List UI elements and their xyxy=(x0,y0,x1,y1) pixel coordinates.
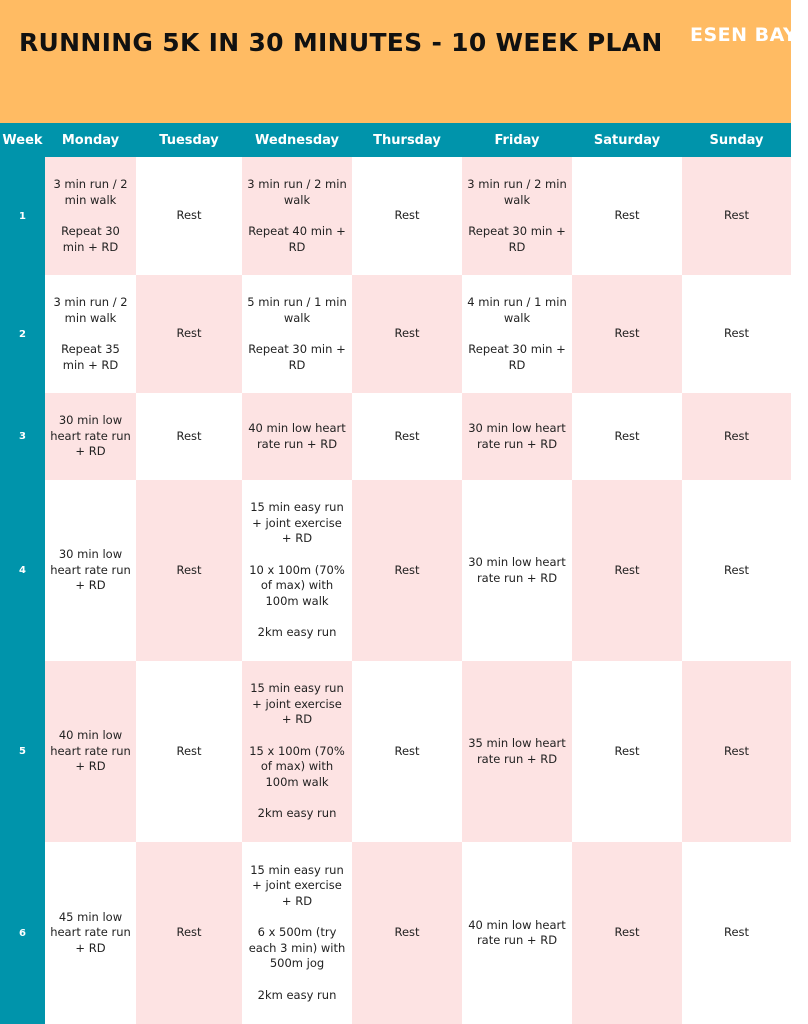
plan-cell-saturday xyxy=(572,480,682,661)
workout-text: Repeat 30 min + RD xyxy=(248,342,346,372)
workout-text: Rest xyxy=(394,208,420,223)
training-plan-table xyxy=(0,123,791,1024)
workout-text: Rest xyxy=(614,428,640,443)
workout-text: 15 min easy run + joint exercise + RD xyxy=(250,862,344,908)
workout-text: Rest xyxy=(723,925,750,940)
workout-text: Rest xyxy=(723,743,750,758)
week-number: 6 xyxy=(0,842,45,1024)
column-header-sunday: Sunday xyxy=(682,123,791,157)
plan-cell-thursday xyxy=(352,393,462,480)
plan-cell-wednesday xyxy=(242,393,352,480)
workout-text: 40 min low heart rate run + RD xyxy=(50,728,131,774)
workout-text: Rest xyxy=(176,326,202,341)
plan-cell-friday xyxy=(462,480,572,661)
workout-text: 3 min run / 2 min walk xyxy=(247,177,347,207)
plan-cell-monday xyxy=(45,157,136,275)
workout-text: 40 min low heart rate run + RD xyxy=(468,917,566,947)
workout-text: 15 min easy run + joint exercise + RD xyxy=(250,681,344,727)
plan-cell-wednesday xyxy=(242,480,352,661)
brand-logo xyxy=(690,17,808,46)
page-title: RUNNING 5K IN 30 MINUTES - 10 WEEK PLAN xyxy=(19,28,663,57)
workout-text: Rest xyxy=(394,743,420,758)
plan-cell-sunday xyxy=(682,275,791,393)
plan-cell-monday xyxy=(45,275,136,393)
week-number: 3 xyxy=(0,393,45,480)
workout-text: 30 min low heart rate run + RD xyxy=(468,421,566,451)
workout-text: Rest xyxy=(723,208,750,223)
week-number: 5 xyxy=(0,661,45,842)
plan-cell-monday xyxy=(45,842,136,1024)
plan-cell-friday xyxy=(462,275,572,393)
column-header-friday: Friday xyxy=(462,123,572,157)
plan-cell-tuesday xyxy=(136,661,242,842)
workout-text: Rest xyxy=(176,743,202,758)
column-header-saturday: Saturday xyxy=(572,123,682,157)
plan-cell-monday xyxy=(45,480,136,661)
workout-text: Repeat 40 min + RD xyxy=(248,224,346,254)
plan-cell-friday xyxy=(462,661,572,842)
plan-cell-thursday xyxy=(352,480,462,661)
plan-cell-tuesday xyxy=(136,842,242,1024)
workout-text: 45 min low heart rate run + RD xyxy=(50,909,131,955)
plan-cell-friday xyxy=(462,393,572,480)
workout-text: Repeat 30 min + RD xyxy=(61,224,120,254)
plan-cell-thursday xyxy=(352,157,462,275)
workout-text: Rest xyxy=(614,562,640,577)
workout-text: 15 x 100m (70% of max) with 100m walk xyxy=(249,743,345,789)
workout-text: Rest xyxy=(176,428,202,443)
workout-text: 3 min run / 2 min walk xyxy=(53,177,128,207)
column-header-week: Week xyxy=(0,123,45,157)
column-header-thursday: Thursday xyxy=(352,123,462,157)
workout-text: Rest xyxy=(614,743,640,758)
workout-text: 15 min easy run + joint exercise + RD xyxy=(250,500,344,546)
workout-text: 4 min run / 1 min walk xyxy=(467,295,567,325)
workout-text: Repeat 30 min + RD xyxy=(468,224,566,254)
plan-cell-wednesday xyxy=(242,661,352,842)
plan-cell-saturday xyxy=(572,275,682,393)
page-header xyxy=(0,0,808,123)
workout-text: 30 min low heart rate run + RD xyxy=(468,555,566,585)
week-number: 2 xyxy=(0,275,45,393)
sparkle-icon: ✦ xyxy=(798,17,808,30)
workout-text: Rest xyxy=(614,208,640,223)
workout-text: Rest xyxy=(176,925,202,940)
plan-cell-tuesday xyxy=(136,480,242,661)
workout-text: 40 min low heart rate run + RD xyxy=(248,421,346,451)
plan-cell-sunday xyxy=(682,842,791,1024)
workout-text: Rest xyxy=(723,562,750,577)
workout-text: 3 min run / 2 min walk xyxy=(53,295,128,325)
workout-text: Rest xyxy=(176,208,202,223)
workout-text: Rest xyxy=(614,925,640,940)
brand-logo-text: ESEN BAY xyxy=(690,24,798,46)
workout-text: Rest xyxy=(723,326,750,341)
plan-cell-thursday xyxy=(352,842,462,1024)
plan-cell-tuesday xyxy=(136,393,242,480)
workout-text: 5 min run / 1 min walk xyxy=(247,295,347,325)
column-header-tuesday: Tuesday xyxy=(136,123,242,157)
plan-cell-thursday xyxy=(352,275,462,393)
workout-text: Rest xyxy=(176,562,202,577)
workout-text: Repeat 30 min + RD xyxy=(468,342,566,372)
workout-text: 30 min low heart rate run + RD xyxy=(50,413,131,459)
week-number: 1 xyxy=(0,157,45,275)
plan-cell-sunday xyxy=(682,661,791,842)
plan-cell-monday xyxy=(45,661,136,842)
plan-cell-saturday xyxy=(572,393,682,480)
workout-text: 6 x 500m (try each 3 min) with 500m jog xyxy=(248,925,346,971)
workout-text: Rest xyxy=(394,428,420,443)
plan-cell-saturday xyxy=(572,157,682,275)
plan-cell-wednesday xyxy=(242,157,352,275)
plan-cell-sunday xyxy=(682,393,791,480)
workout-text: Rest xyxy=(723,428,750,443)
plan-cell-wednesday xyxy=(242,842,352,1024)
workout-text: 10 x 100m (70% of max) with 100m walk xyxy=(249,562,345,608)
workout-text: 30 min low heart rate run + RD xyxy=(50,547,131,593)
workout-text: Repeat 35 min + RD xyxy=(61,342,120,372)
plan-cell-sunday xyxy=(682,480,791,661)
workout-text: Rest xyxy=(394,326,420,341)
column-header-wednesday: Wednesday xyxy=(242,123,352,157)
plan-cell-sunday xyxy=(682,157,791,275)
week-number: 4 xyxy=(0,480,45,661)
workout-text: Rest xyxy=(394,925,420,940)
plan-cell-monday xyxy=(45,393,136,480)
workout-text: 2km easy run xyxy=(257,987,337,1002)
plan-cell-saturday xyxy=(572,661,682,842)
plan-cell-wednesday xyxy=(242,275,352,393)
plan-cell-friday xyxy=(462,842,572,1024)
workout-text: 2km easy run xyxy=(257,625,337,640)
plan-cell-friday xyxy=(462,157,572,275)
plan-cell-tuesday xyxy=(136,157,242,275)
workout-text: Rest xyxy=(614,326,640,341)
plan-cell-tuesday xyxy=(136,275,242,393)
plan-cell-saturday xyxy=(572,842,682,1024)
column-header-monday: Monday xyxy=(45,123,136,157)
plan-cell-thursday xyxy=(352,661,462,842)
workout-text: 2km easy run xyxy=(257,806,337,821)
workout-text: 3 min run / 2 min walk xyxy=(467,177,567,207)
workout-text: Rest xyxy=(394,562,420,577)
workout-text: 35 min low heart rate run + RD xyxy=(468,736,566,766)
